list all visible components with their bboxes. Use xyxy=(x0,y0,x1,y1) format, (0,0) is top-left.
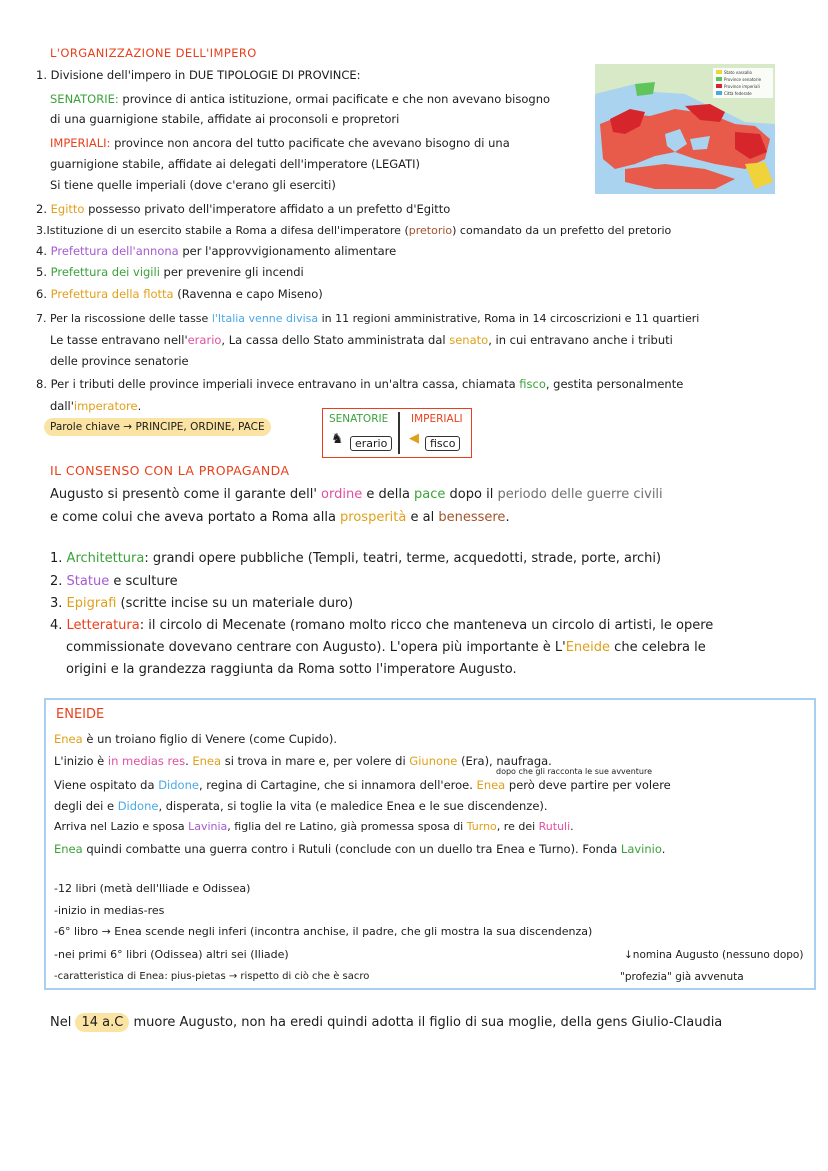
eneide-line-5-text-a: Arriva nel Lazio e sposa xyxy=(54,820,189,833)
item-2-number: 2. xyxy=(36,202,47,216)
item-7-number: 7. xyxy=(36,312,47,325)
propaganda-item-2 xyxy=(50,574,178,590)
eneide-line-4-text-b: , disperata, si toglie la vita (e maledice Enea e le sue discendenze). xyxy=(158,799,548,813)
eneide-line-5-text-c: , re dei xyxy=(496,820,539,833)
eneide-line-4 xyxy=(54,799,548,813)
section-title-organizzazione: L'ORGANIZZAZIONE DELL'IMPERO xyxy=(50,46,257,60)
map-legend-swatch-senatorial xyxy=(716,77,722,81)
item-8-number: 8. xyxy=(36,377,47,391)
propaganda-item-3-key: Epigrafi xyxy=(66,596,117,611)
item-7-text-b: in 11 regioni amministrative, Roma in 14 circoscrizioni e 11 quartieri xyxy=(318,312,700,325)
map-svg xyxy=(595,64,775,194)
item-3-number: 3. xyxy=(36,224,47,237)
eneide-line-2-text-b: . xyxy=(185,754,193,768)
item-8-text-a: Per i tributi delle province imperiali invece entravano in un'altra cassa, chiamata xyxy=(50,377,520,391)
senatorie-text-a: province di antica istituzione, ormai pacificate e che non avevano bisogno xyxy=(118,92,551,106)
item-7-text-a: Per la riscossione delle tasse xyxy=(50,312,212,325)
eneide-line-5-text-b: , figlia del re Latino, già promessa sposa di xyxy=(227,820,467,833)
eneide-line-4-text-a: degli dei e xyxy=(54,799,118,813)
propaganda-item-1-text: : grandi opere pubbliche (Templi, teatri, terme, acquedotti, strade, porte, archi) xyxy=(144,551,662,566)
item-7-key-erario: erario xyxy=(187,333,222,347)
item-8-key-fisco: fisco xyxy=(519,377,546,391)
consenso-key-periodo: periodo delle guerre civili xyxy=(497,487,663,502)
propaganda-item-4-key-eneide: Eneide xyxy=(565,640,611,655)
propaganda-item-3-number: 3. xyxy=(50,596,63,611)
item-7-line-b xyxy=(50,333,673,347)
item-2-key: Egitto xyxy=(50,202,85,216)
propaganda-item-1-key: Architettura xyxy=(66,551,145,566)
item-1-text: Divisione dell'impero in DUE TIPOLOGIE DI PROVINCE: xyxy=(50,68,361,82)
imperiali-text-a: province non ancora del tutto pacificate che avevano bisogno di una xyxy=(110,136,510,150)
fisco-tag-label: fisco xyxy=(425,436,460,451)
propaganda-item-4-number: 4. xyxy=(50,618,63,633)
item-2-text: possesso privato dell'imperatore affidato a un prefetto d'Egitto xyxy=(84,202,451,216)
eneide-side-note-2: "profezia" già avvenuta xyxy=(620,971,744,983)
eneide-in-medias-res: in medias res xyxy=(107,754,186,768)
item-4-text: per l'approvvigionamento alimentare xyxy=(178,244,397,258)
propaganda-item-4-text-b: commissionate dovevano centrare con Augusto). L'opera più importante è L' xyxy=(66,640,566,655)
mini-box-divider xyxy=(398,412,400,454)
consenso-text-b: e della xyxy=(362,487,415,502)
item-8-text-c: dall' xyxy=(50,399,74,413)
propaganda-item-3-text: (scritte incise su un materiale duro) xyxy=(116,596,354,611)
eneide-enea-3: Enea xyxy=(476,778,506,792)
consenso-paragraph-line-1 xyxy=(50,487,663,503)
consenso-key-benessere: benessere xyxy=(438,510,506,525)
map-legend-label-2: Province imperiali xyxy=(724,84,760,89)
people-icon: ♞ xyxy=(331,431,344,447)
consenso-text-a: Augusto si presentò come il garante dell' xyxy=(50,487,322,502)
item-1 xyxy=(36,68,361,82)
item-3 xyxy=(36,224,671,238)
eneide-box xyxy=(44,698,816,990)
eneide-title: ENEIDE xyxy=(56,707,105,722)
item-3-key: pretorio xyxy=(408,224,453,237)
map-legend-label-0: Stato vassallo xyxy=(724,70,752,75)
map-legend-swatch-imperial xyxy=(716,84,722,88)
item-6-number: 6. xyxy=(36,287,47,301)
eneide-line-1 xyxy=(54,732,337,746)
item-4-key: Prefettura dell'annona xyxy=(50,244,179,258)
senatorie-line-a xyxy=(50,92,550,106)
eneide-line-2-text-a: L'inizio è xyxy=(54,754,108,768)
eneide-bullet-1: -12 libri (metà dell'Iliade e Odissea) xyxy=(54,882,251,895)
eneide-line-3-text-c: però deve partire per volere xyxy=(505,778,671,792)
consenso-text-f: . xyxy=(505,510,510,525)
item-7-key-senato: senato xyxy=(449,333,489,347)
eneide-note: dopo che gli racconta le sue avventure xyxy=(496,767,653,776)
footer-text-b: muore Augusto, non ha eredi quindi adotta il figlio di sua moglie, della gens Giulio-Claudia xyxy=(129,1015,723,1030)
eneide-line-6 xyxy=(54,842,665,856)
item-7-key-italia: l'Italia venne divisa xyxy=(211,312,319,325)
propaganda-item-3 xyxy=(50,596,353,612)
consenso-key-ordine: ordine xyxy=(321,487,363,502)
item-6 xyxy=(36,287,323,301)
eneide-bullet-4: -nei primi 6° libri (Odissea) altri sei (Iliade) xyxy=(54,948,289,961)
eneide-bullet-5: -caratteristica di Enea: pius-pietas → rispetto di ciò che è sacro xyxy=(54,971,370,982)
eneide-rutuli: Rutuli xyxy=(538,820,571,833)
eneide-lavinia: Lavinia xyxy=(188,820,228,833)
item-5-text: per prevenire gli incendi xyxy=(159,265,304,279)
eneide-bullet-2: -inizio in medias-res xyxy=(54,904,165,917)
mini-box-erario-tag xyxy=(350,432,392,451)
consenso-text-e: e al xyxy=(406,510,439,525)
consenso-text-d: e come colui che aveva portato a Roma alla xyxy=(50,510,341,525)
item-3-text-a: Istituzione di un esercito stabile a Roma a difesa dell'imperatore ( xyxy=(46,224,409,237)
item-4 xyxy=(36,244,396,258)
imperiali-line-b: guarnigione stabile, affidate ai delegati dell'imperatore (LEGATI) xyxy=(50,157,420,171)
item-7-line-c: delle province senatorie xyxy=(50,354,189,368)
eneide-line-5 xyxy=(54,820,574,834)
eneide-didone-2: Didone xyxy=(117,799,159,813)
propaganda-item-2-number: 2. xyxy=(50,574,63,589)
propaganda-item-2-key: Statue xyxy=(66,574,110,589)
item-7-text-d: , La cassa dello Stato amministrata dal xyxy=(221,333,450,347)
item-5-key: Prefettura dei vigili xyxy=(50,265,160,279)
eneide-line-3 xyxy=(54,778,671,792)
item-8-line-b xyxy=(50,399,141,413)
eneide-lavinio: Lavinio xyxy=(620,842,662,856)
item-4-number: 4. xyxy=(36,244,47,258)
eneide-line-5-text-d: . xyxy=(570,820,574,833)
eneide-didone-1: Didone xyxy=(158,778,199,792)
eneide-enea-1: Enea xyxy=(54,732,83,746)
map-green-region xyxy=(635,82,655,96)
item-6-text: (Ravenna e capo Miseno) xyxy=(173,287,323,301)
eneide-line-6-text-b: . xyxy=(661,842,666,856)
consenso-key-prosperita: prosperità xyxy=(340,510,407,525)
map-legend-label-1: Province senatorie xyxy=(724,77,762,82)
keywords-highlight: Parole chiave → PRINCIPE, ORDINE, PACE xyxy=(44,418,271,436)
footer-text-a: Nel xyxy=(50,1015,76,1030)
eneide-line-3-text-b: , regina di Cartagine, che si innamora dell'eroe. xyxy=(198,778,477,792)
item-8-text-d: . xyxy=(137,399,142,413)
item-1-number: 1. xyxy=(36,68,47,82)
eneide-side-note-1: ↓nomina Augusto (nessuno dopo) xyxy=(624,949,804,961)
eneide-line-3-text-a: Viene ospitato da xyxy=(54,778,159,792)
senatorie-line-b: di una guarnigione stabile, affidate ai proconsoli e propretori xyxy=(50,112,400,126)
consenso-text-c: dopo il xyxy=(445,487,498,502)
mini-box-senatorie-header: SENATORIE xyxy=(329,413,389,425)
item-5 xyxy=(36,265,304,279)
eneide-bullet-3: -6° libro → Enea scende negli inferi (incontra anchise, il padre, che gli mostra la sua discendenza) xyxy=(54,925,593,938)
item-3-text-b: ) comandato da un prefetto del pretorio xyxy=(452,224,672,237)
item-7-text-c: Le tasse entravano nell' xyxy=(50,333,188,347)
helmet-icon: ◀ xyxy=(409,431,419,446)
propaganda-item-4-text-a: : il circolo di Mecenate (romano molto ricco che manteneva un circolo di artisti, le opere xyxy=(139,618,714,633)
eneide-line-6-text-a: quindi combatte una guerra contro i Rutuli (conclude con un duello tra Enea e Turno). Fonda xyxy=(82,842,621,856)
map-legend-label-3: Città federate xyxy=(724,91,752,96)
section-title-consenso: IL CONSENSO CON LA PROPAGANDA xyxy=(50,463,290,478)
senatorie-imperiali-box xyxy=(322,408,472,458)
eneide-line-2-text-d: (Era), naufraga. xyxy=(457,754,552,768)
footer-line xyxy=(50,1015,722,1031)
map-legend-swatch-federated xyxy=(716,91,722,95)
eneide-turno: Turno xyxy=(466,820,497,833)
propaganda-item-4-line-b xyxy=(66,640,706,656)
item-6-key: Prefettura della flotta xyxy=(50,287,174,301)
propaganda-item-4-line-c: origini e la grandezza raggiunta da Roma sotto l'imperatore Augusto. xyxy=(66,662,517,677)
map-legend-swatch-vassal xyxy=(716,70,722,74)
eneide-line-2-text-c: si trova in mare e, per volere di xyxy=(221,754,410,768)
item-8-text-b: , gestita personalmente xyxy=(545,377,684,391)
item-2 xyxy=(36,202,450,216)
eneide-line-1-text: è un troiano figlio di Venere (come Cupido). xyxy=(82,732,338,746)
eneide-enea-2: Enea xyxy=(192,754,222,768)
roman-empire-map xyxy=(595,64,775,194)
item-5-number: 5. xyxy=(36,265,47,279)
propaganda-item-2-text: e sculture xyxy=(109,574,178,589)
propaganda-item-4-text-c: che celebra le xyxy=(610,640,706,655)
item-8-line-a xyxy=(36,377,683,391)
mini-box-imperiali-header: IMPERIALI xyxy=(411,413,463,425)
imperiali-line-c: Si tiene quelle imperiali (dove c'erano gli eserciti) xyxy=(50,178,336,192)
propaganda-item-4-line-a xyxy=(50,618,713,634)
imperiali-line-a xyxy=(50,136,510,150)
mini-box-fisco-tag xyxy=(425,432,460,451)
eneide-enea-4: Enea xyxy=(54,842,83,856)
eneide-line-2 xyxy=(54,754,552,768)
item-7-text-e: , in cui entravano anche i tributi xyxy=(488,333,673,347)
eneide-giunone: Giunone xyxy=(409,754,458,768)
erario-tag-label: erario xyxy=(350,436,392,451)
propaganda-item-4-key: Letteratura xyxy=(66,618,140,633)
footer-date-highlight: 14 a.C xyxy=(75,1013,129,1032)
consenso-paragraph-line-2 xyxy=(50,510,510,526)
senatorie-label: SENATORIE: xyxy=(50,92,119,106)
propaganda-item-1 xyxy=(50,551,661,567)
consenso-key-pace: pace xyxy=(414,487,446,502)
item-7-line-a xyxy=(36,312,699,326)
propaganda-item-1-number: 1. xyxy=(50,551,63,566)
item-8-key-imperatore: imperatore xyxy=(73,399,138,413)
imperiali-label: IMPERIALI: xyxy=(50,136,111,150)
